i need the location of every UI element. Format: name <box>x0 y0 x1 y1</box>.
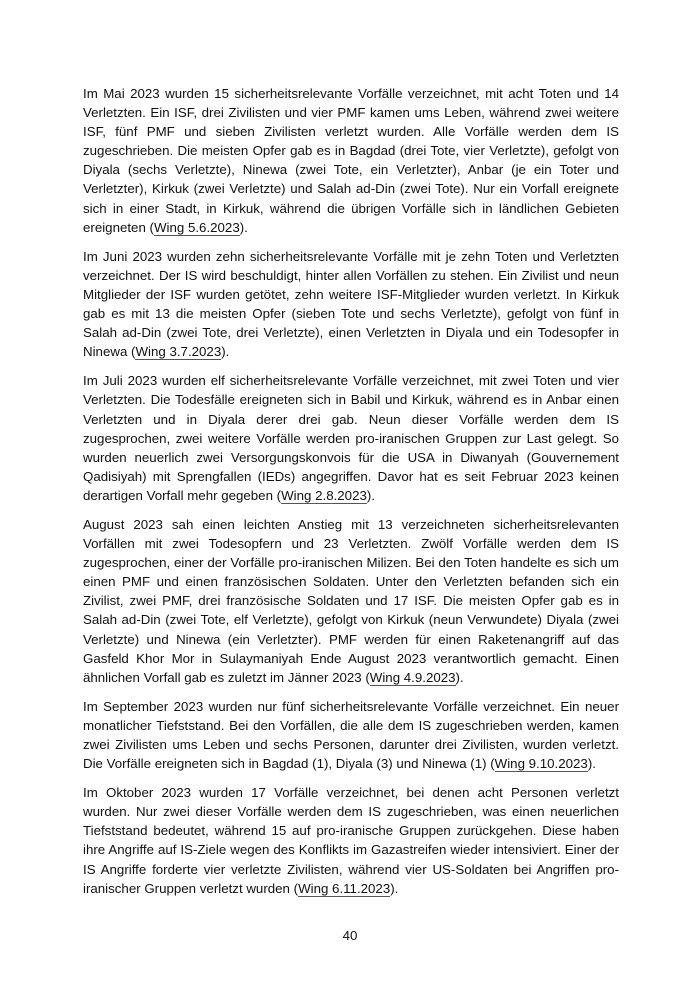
paragraph-june-2023 <box>83 247 619 362</box>
citation-link[interactable]: Wing 2.8.2023 <box>281 487 367 503</box>
paragraph-october-2023 <box>83 783 619 898</box>
paragraph-text-end: ). <box>587 756 596 772</box>
paragraph-text-end: ). <box>221 344 230 360</box>
paragraph-text: Im Juni 2023 wurden zehn sicherheitsrelevante Vorfälle mit je zehn Toten und Verletzten verzeichnet. Der IS wird beschuldigt, hinter allen Vorfällen zu stehen. Ein Zivilist und neun Mitglieder der ISF wurden getötet, zehn weitere ISF-Mitglieder wurden verletzt. In Kirkuk gab es mit 13 die meisten Opfer (sieben Tote und sechs Verletzte), gefolgt von fünf in Salah ad-Din (zwei Tote, drei Verletzte), einen Verletzten in Diyala und ein Todesopfer in Ninewa ( <box>83 248 619 360</box>
paragraph-august-2023 <box>83 515 619 687</box>
paragraph-text: Im Mai 2023 wurden 15 sicherheitsrelevante Vorfälle verzeichnet, mit acht Toten und 14 Verletzten. Ein ISF, drei Zivilisten und vier PMF kamen ums Leben, während zwei weitere ISF, fünf PMF und sieben Zivilisten verletzt wurden. Alle Vorfälle werden dem IS zugeschrieben. Die meisten Opfer gab es in Bagdad (drei Tote, vier Verletzte), gefolgt von Diyala (sechs Verletzte), Ninewa (zwei Tote, ein Verletzter), Anbar (je ein Toter und Verletzter), Kirkuk (zwei Verletzte) und Salah ad-Din (zwei Tote). Nur ein Vorfall ereignete sich in einer Stadt, in Kirkuk, während die übrigen Vorfälle sich in ländlichen Gebieten ereigneten ( <box>83 86 619 235</box>
paragraph-text-end: ). <box>455 669 464 685</box>
paragraph-july-2023 <box>83 371 619 505</box>
paragraph-text-end: ). <box>239 219 248 235</box>
paragraph-text: Im Juli 2023 wurden elf sicherheitsrelevante Vorfälle verzeichnet, mit zwei Toten und vier Verletzten. Die Todesfälle ereigneten sich in Babil und Kirkuk, während es in Anbar einen Verletzten und in Diyala derer drei gab. Neun dieser Vorfälle werden dem IS zugesprochen, zwei weitere Vorfälle werden pro-iranischen Gruppen zur Last gelegt. So wurden neuerlich zwei Versorgungskonvois für die USA in Diwanyah (Gouvernement Qadisiyah) mit Sprengfallen (IEDs) angegriffen. Davor hat es seit Februar 2023 keinen derartigen Vorfall mehr gegeben ( <box>83 373 619 503</box>
page-number: 40 <box>342 928 358 943</box>
paragraph-text: Im September 2023 wurden nur fünf sicherheitsrelevante Vorfälle verzeichnet. Ein neuer monatlicher Tiefststand. Bei den Vorfällen, die alle dem IS zugeschrieben werden, kamen zwei Zivilisten ums Leben und sechs Personen, darunter drei Zivilisten, wurden verletzt. Die Vorfälle ereigneten sich in Bagdad (1), Diyala (3) und Ninewa (1) ( <box>83 698 619 772</box>
document-body <box>83 84 619 908</box>
paragraph-text-end: ). <box>366 487 375 503</box>
paragraph-text: August 2023 sah einen leichten Anstieg mit 13 verzeichneten sicherheitsrelevanten Vorfällen mit zwei Todesopfern und 23 Verletzten. Zwölf Vorfälle werden dem IS zugesprochen, einer der Vorfälle pro-iranischen Milizen. Bei den Toten handelte es sich um einen PMF und einen französischen Soldaten. Unter den Verletzten befanden sich ein Zivilist, zwei PMF, drei französische Soldaten und 17 ISF. Die meisten Opfer gab es in Salah ad-Din (zwei Tote, elf Verletzte), gefolgt von Kirkuk (neun Verwundete) Diyala (zwei Verletzte) und Ninewa (ein Verletzter). PMF werden für einen Raketenangriff auf das Gasfeld Khor Mor in Sulaymaniyah Ende August 2023 verantwortlich gemacht. Einen ähnlichen Vorfall gab es zuletzt im Jänner 2023 ( <box>83 516 619 685</box>
paragraph-september-2023 <box>83 697 619 773</box>
citation-link[interactable]: Wing 3.7.2023 <box>135 344 222 360</box>
citation-link[interactable]: Wing 9.10.2023 <box>494 756 588 772</box>
citation-link[interactable]: Wing 5.6.2023 <box>153 219 240 235</box>
paragraph-text: Im Oktober 2023 wurden 17 Vorfälle verzeichnet, bei denen acht Personen verletzt wurden. Nur zwei dieser Vorfälle werden dem IS zugeschrieben, was einen neuerlichen Tiefststand bedeutet, während 15 auf pro-iranische Gruppen zurückgehen. Diese haben ihre Angriffe auf IS-Ziele wegen des Konflikts im Gazastreifen wieder intensiviert. Einer der IS Angriffe forderte vier verletzte Zivilisten, während vier US-Soldaten bei Angriffen pro-iranischer Gruppen verletzt wurden ( <box>83 785 619 896</box>
citation-link[interactable]: Wing 6.11.2023 <box>298 880 391 896</box>
citation-link[interactable]: Wing 4.9.2023 <box>369 669 456 685</box>
paragraph-may-2023 <box>83 84 619 237</box>
paragraph-text-end: ). <box>390 880 399 896</box>
